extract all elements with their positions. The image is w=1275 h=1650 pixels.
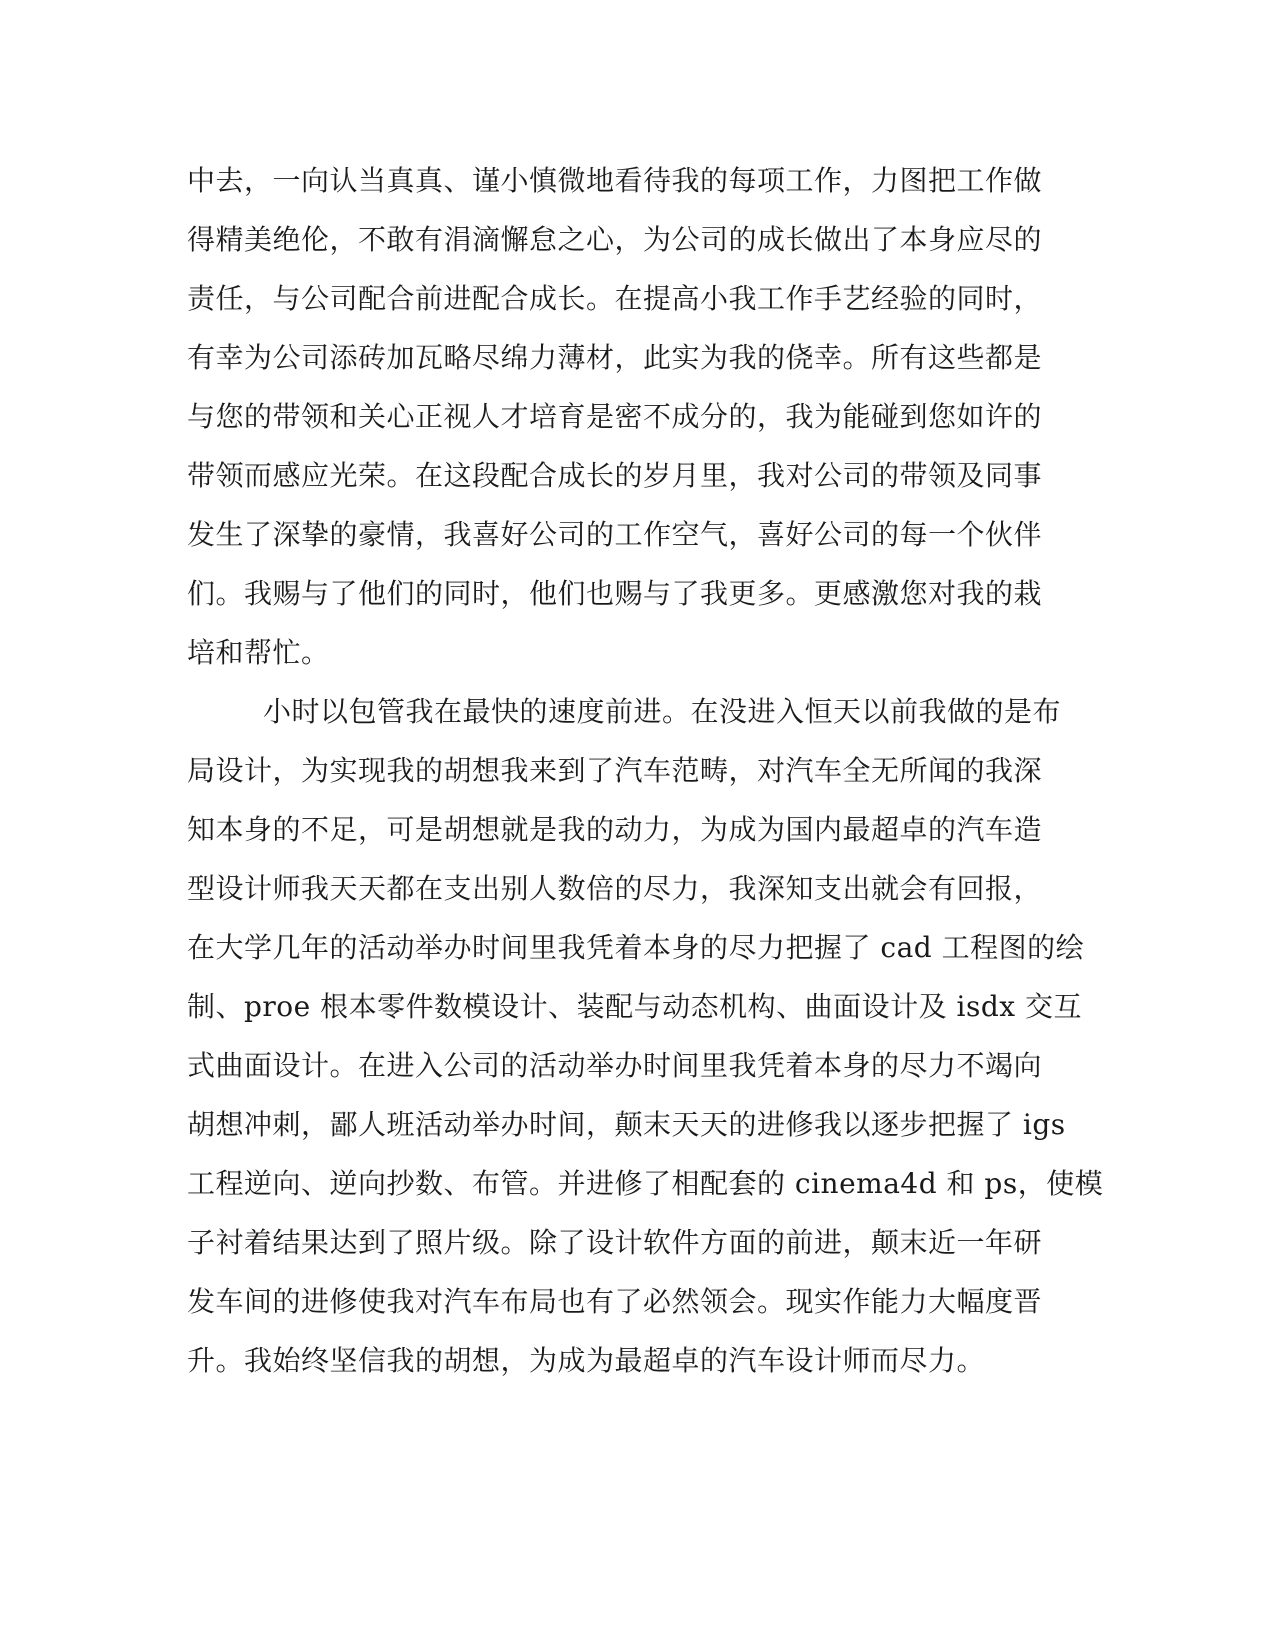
text-line: 们。我赐与了他们的同时，他们也赐与了我更多。更感激您对我的栽 xyxy=(187,577,1043,610)
text-line: 工程逆向、逆向抄数、布管。并进修了相配套的 cinema4d 和 ps，使模 xyxy=(187,1167,1104,1200)
text-line: 发车间的进修使我对汽车布局也有了必然领会。现实作能力大幅度晋 xyxy=(187,1285,1043,1318)
text-line: 责任，与公司配合前进配合成长。在提高小我工作手艺经验的同时， xyxy=(187,282,1043,315)
text-line: 胡想冲刺，鄙人班活动举办时间，颠末天天的进修我以逐步把握了 igs xyxy=(187,1108,1066,1141)
text-line: 培和帮忙。 xyxy=(187,636,330,669)
text-line: 有幸为公司添砖加瓦略尽绵力薄材，此实为我的侥幸。所有这些都是 xyxy=(187,341,1043,374)
text-line: 知本身的不足，可是胡想就是我的动力，为成为国内最超卓的汽车造 xyxy=(187,813,1043,846)
text-line: 发生了深挚的豪情，我喜好公司的工作空气，喜好公司的每一个伙伴 xyxy=(187,518,1043,551)
text-line: 局设计，为实现我的胡想我来到了汽车范畴，对汽车全无所闻的我深 xyxy=(187,754,1043,787)
text-line: 得精美绝伦，不敢有涓滴懈怠之心，为公司的成长做出了本身应尽的 xyxy=(187,223,1043,256)
text-line: 式曲面设计。在进入公司的活动举办时间里我凭着本身的尽力不竭向 xyxy=(187,1049,1043,1082)
text-line: 制、proe 根本零件数模设计、装配与动态机构、曲面设计及 isdx 交互 xyxy=(187,990,1082,1023)
text-line: 型设计师我天天都在支出别人数倍的尽力，我深知支出就会有回报， xyxy=(187,872,1043,905)
text-line: 小时以包管我在最快的速度前进。在没进入恒天以前我做的是布 xyxy=(263,695,1062,728)
text-line: 带领而感应光荣。在这段配合成长的岁月里，我对公司的带领及同事 xyxy=(187,459,1043,492)
text-line: 与您的带领和关心正视人才培育是密不成分的，我为能碰到您如许的 xyxy=(187,400,1043,433)
text-line: 在大学几年的活动举办时间里我凭着本身的尽力把握了 cad 工程图的绘 xyxy=(187,931,1085,964)
text-line: 升。我始终坚信我的胡想，为成为最超卓的汽车设计师而尽力。 xyxy=(187,1344,986,1377)
text-line: 子衬着结果达到了照片级。除了设计软件方面的前进，颠末近一年研 xyxy=(187,1226,1043,1259)
text-line: 中去，一向认当真真、谨小慎微地看待我的每项工作，力图把工作做 xyxy=(187,164,1043,197)
